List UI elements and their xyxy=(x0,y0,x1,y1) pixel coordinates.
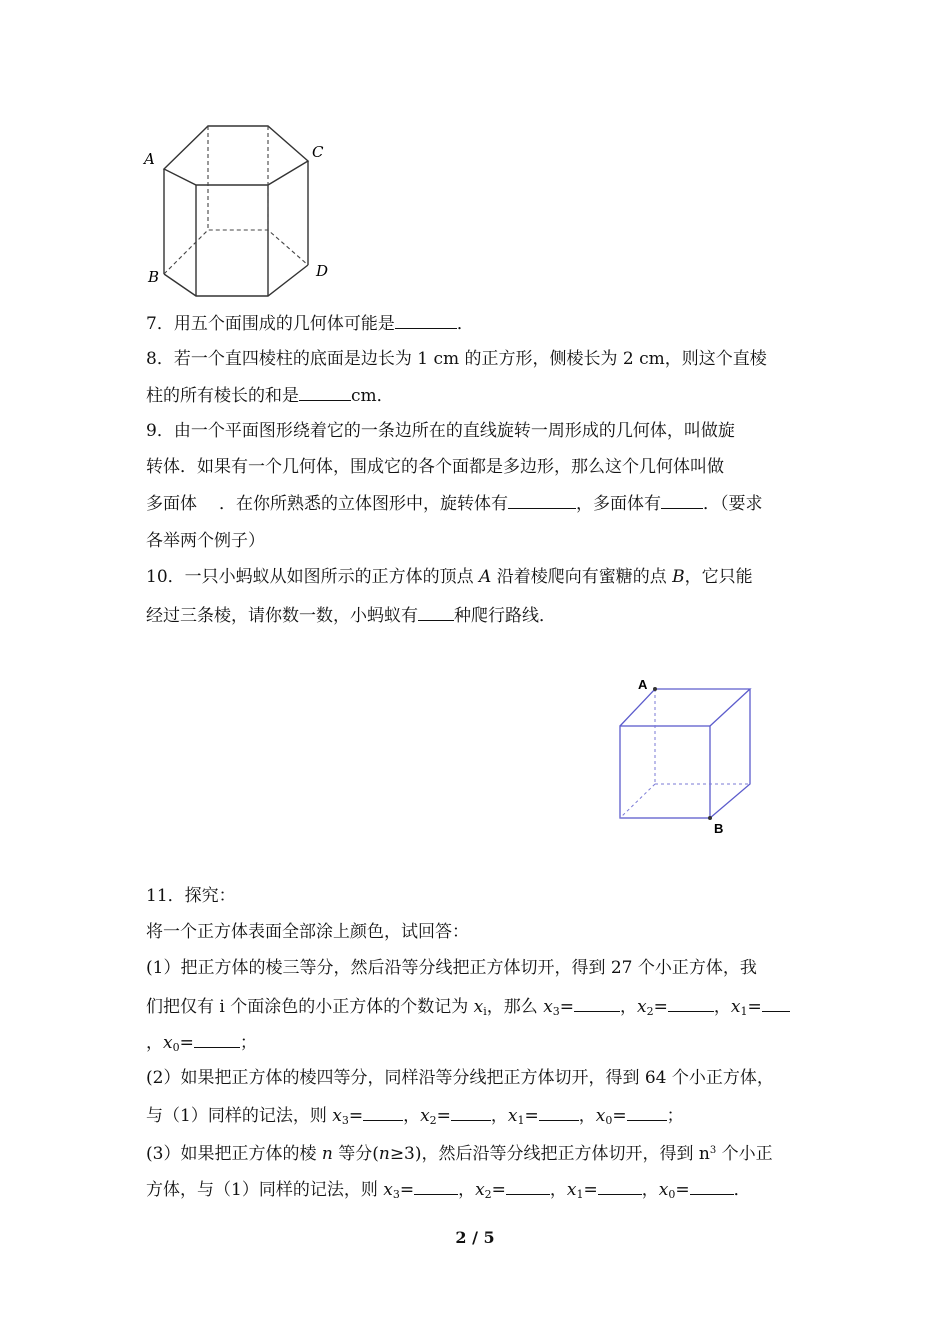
var-n: n xyxy=(378,1144,390,1164)
question-11-part-1-line-1: (1）把正方体的棱三等分，然后沿等分线把正方体切开，得到 27 个小正方体，我 xyxy=(146,958,757,978)
equals: = xyxy=(583,1180,598,1200)
cube-figure xyxy=(610,676,760,841)
q11-p1-then: ，那么 xyxy=(486,997,544,1017)
subscript-2: 2 xyxy=(429,1114,437,1127)
q11-p2-text: 与（1）同样的记法，则 xyxy=(146,1106,333,1126)
var-x1: x xyxy=(730,997,741,1017)
semicolon: ； xyxy=(239,1033,257,1053)
comma: ， xyxy=(490,1106,508,1126)
p2-x0-blank xyxy=(627,1104,667,1121)
q10-text-c: ，它只能 xyxy=(684,567,753,587)
cube-top-edges xyxy=(620,689,750,726)
comma: ， xyxy=(713,997,731,1017)
var-x0: x xyxy=(658,1180,669,1200)
q11-p3-text-a: (3）如果把正方体的棱 xyxy=(146,1144,322,1164)
equals: = xyxy=(399,1180,415,1200)
equals: = xyxy=(559,997,575,1017)
question-8-line-1: 8．若一个直四棱柱的底面是边长为 1 cm 的正方形，侧棱长为 2 cm，则这个直棱 xyxy=(146,349,767,369)
q8-blank xyxy=(299,384,351,401)
equals: = xyxy=(436,1106,451,1126)
question-11-part-2-line-1: (2）如果把正方体的棱四等分，同样沿等分线把正方体切开，得到 64 个小正方体， xyxy=(146,1068,774,1088)
p1-x3-blank xyxy=(574,995,620,1012)
p1-x1-blank xyxy=(762,995,790,1012)
equals: = xyxy=(653,997,668,1017)
cube-vertex-b xyxy=(708,816,712,820)
q8-text: 柱的所有棱长的和是 xyxy=(146,386,299,406)
q9-text-a: ．在你所熟悉的立体图形中，旋转体有 xyxy=(219,494,508,514)
p3-x1-blank xyxy=(598,1178,642,1195)
subscript-2: 2 xyxy=(484,1188,492,1201)
prism-hidden-bottom xyxy=(164,230,308,274)
q11-p3-text-c: ≥3)，然后沿等分线把正方体切开，得到 n xyxy=(389,1144,710,1164)
q9-blank-polyhedra xyxy=(661,492,703,509)
question-10-line-1 xyxy=(146,566,753,588)
p2-x1-blank xyxy=(539,1104,579,1121)
comma: ， xyxy=(146,1033,163,1053)
equals: = xyxy=(491,1180,506,1200)
q11-p1-text: 们把仅有 i 个面涂色的小正方体的个数记为 xyxy=(146,997,474,1017)
question-9-line-1: 9．由一个平面图形绕着它的一条边所在的直线旋转一周形成的几何体，叫做旋 xyxy=(146,421,735,441)
prism-bottom-front xyxy=(164,265,308,296)
question-9-line-3 xyxy=(146,492,763,515)
var-x0: x xyxy=(595,1106,606,1126)
question-11-part-1-line-3 xyxy=(146,1031,257,1059)
var-x1: x xyxy=(507,1106,518,1126)
var-x1: x xyxy=(566,1180,577,1200)
q7-end: ． xyxy=(456,314,474,334)
q9-text-c: ．（要求 xyxy=(703,494,763,514)
subscript-1: 1 xyxy=(576,1188,584,1201)
prism-label-c: C xyxy=(312,143,324,161)
superscript-3: 3 xyxy=(709,1145,717,1156)
prism-top-face xyxy=(164,126,308,185)
semicolon: ； xyxy=(666,1106,684,1126)
prism-label-d: D xyxy=(316,262,329,280)
subscript-0: 0 xyxy=(172,1041,180,1054)
cube-label-b: B xyxy=(714,821,724,836)
subscript-3: 3 xyxy=(341,1114,349,1127)
comma: ， xyxy=(620,997,638,1017)
var-x3: x xyxy=(543,997,553,1017)
equals: = xyxy=(747,997,762,1017)
p3-x2-blank xyxy=(506,1178,550,1195)
q11-p3-text-e: 方体，与（1）同样的记法，则 xyxy=(146,1180,384,1200)
var-x2: x xyxy=(475,1180,485,1200)
subscript-0: 0 xyxy=(605,1114,613,1127)
subscript-0: 0 xyxy=(668,1188,676,1201)
question-7 xyxy=(146,312,474,335)
q11-p3-text-d: 个小正 xyxy=(716,1144,773,1164)
q10-text-e: 种爬行路线． xyxy=(454,606,556,626)
q10-point-b: B xyxy=(672,567,685,587)
q9-answer-polyhedron: 多面体 xyxy=(146,494,197,514)
cube-label-a: A xyxy=(638,677,648,692)
p2-x2-blank xyxy=(451,1104,491,1121)
p1-x0-blank xyxy=(194,1031,240,1048)
p2-x3-blank xyxy=(363,1104,403,1121)
q7-text: 7．用五个面围成的几何体可能是 xyxy=(146,314,395,334)
q9-text-b: ，多面体有 xyxy=(576,494,661,514)
question-9-line-2: 转体．如果有一个几何体，围成它的各个面都是多边形，那么这个几何体叫做 xyxy=(146,457,724,477)
q8-unit: cm． xyxy=(351,386,394,406)
subscript-2: 2 xyxy=(646,1005,654,1018)
cube-hidden-edge xyxy=(620,784,655,818)
equals: = xyxy=(675,1180,690,1200)
question-11-part-2-line-2 xyxy=(146,1104,684,1132)
equals: = xyxy=(524,1106,539,1126)
q10-blank xyxy=(418,604,454,621)
var-x3: x xyxy=(332,1106,342,1126)
subscript-1: 1 xyxy=(517,1114,525,1127)
question-11-part-3-line-2 xyxy=(146,1178,751,1206)
var-x: x xyxy=(473,997,484,1017)
var-n: n xyxy=(321,1144,333,1164)
comma: ， xyxy=(641,1180,659,1200)
q10-point-a: A xyxy=(479,567,492,587)
question-8-line-2 xyxy=(146,384,394,407)
var-x2: x xyxy=(637,997,647,1017)
page-number: 2 / 5 xyxy=(455,1228,495,1247)
subscript-1: 1 xyxy=(740,1005,748,1018)
q10-text-b: 沿着棱爬向有蜜糖的点 xyxy=(491,567,673,587)
subscript-3: 3 xyxy=(552,1005,560,1018)
prism-label-b: B xyxy=(148,268,160,286)
question-11-part-3-line-1 xyxy=(146,1140,773,1165)
p1-x2-blank xyxy=(668,995,714,1012)
q9-blank-rotation xyxy=(508,492,576,509)
comma: ， xyxy=(458,1180,476,1200)
equals: = xyxy=(612,1106,627,1126)
q11-p3-text-b: 等分( xyxy=(332,1144,379,1164)
subscript-i: i xyxy=(483,1005,487,1018)
equals: = xyxy=(348,1106,364,1126)
question-11-intro: 将一个正方体表面全部涂上颜色，试回答： xyxy=(146,922,469,942)
comma: ， xyxy=(549,1180,567,1200)
q10-text-d: 经过三条棱，请你数一数，小蚂蚁有 xyxy=(146,606,418,626)
period: ． xyxy=(733,1180,751,1200)
equals: = xyxy=(179,1033,194,1053)
var-x3: x xyxy=(383,1180,393,1200)
question-10-line-2 xyxy=(146,604,556,627)
var-x0: x xyxy=(163,1033,173,1053)
p3-x3-blank xyxy=(414,1178,458,1195)
question-9-line-4: 各举两个例子） xyxy=(146,531,265,551)
prism-label-a: A xyxy=(144,150,155,168)
question-11-title: 11．探究： xyxy=(146,886,236,906)
q10-text-a: 10．一只小蚂蚁从如图所示的正方体的顶点 xyxy=(146,567,480,587)
p3-x0-blank xyxy=(690,1178,734,1195)
cube-front-face xyxy=(620,726,710,818)
question-11-part-1-line-2 xyxy=(146,995,790,1023)
subscript-3: 3 xyxy=(392,1188,400,1201)
comma: ， xyxy=(403,1106,421,1126)
cube-vertex-a xyxy=(653,687,657,691)
var-x2: x xyxy=(420,1106,430,1126)
comma: ， xyxy=(578,1106,596,1126)
q7-blank xyxy=(395,312,457,329)
hexagonal-prism-figure xyxy=(140,120,340,305)
